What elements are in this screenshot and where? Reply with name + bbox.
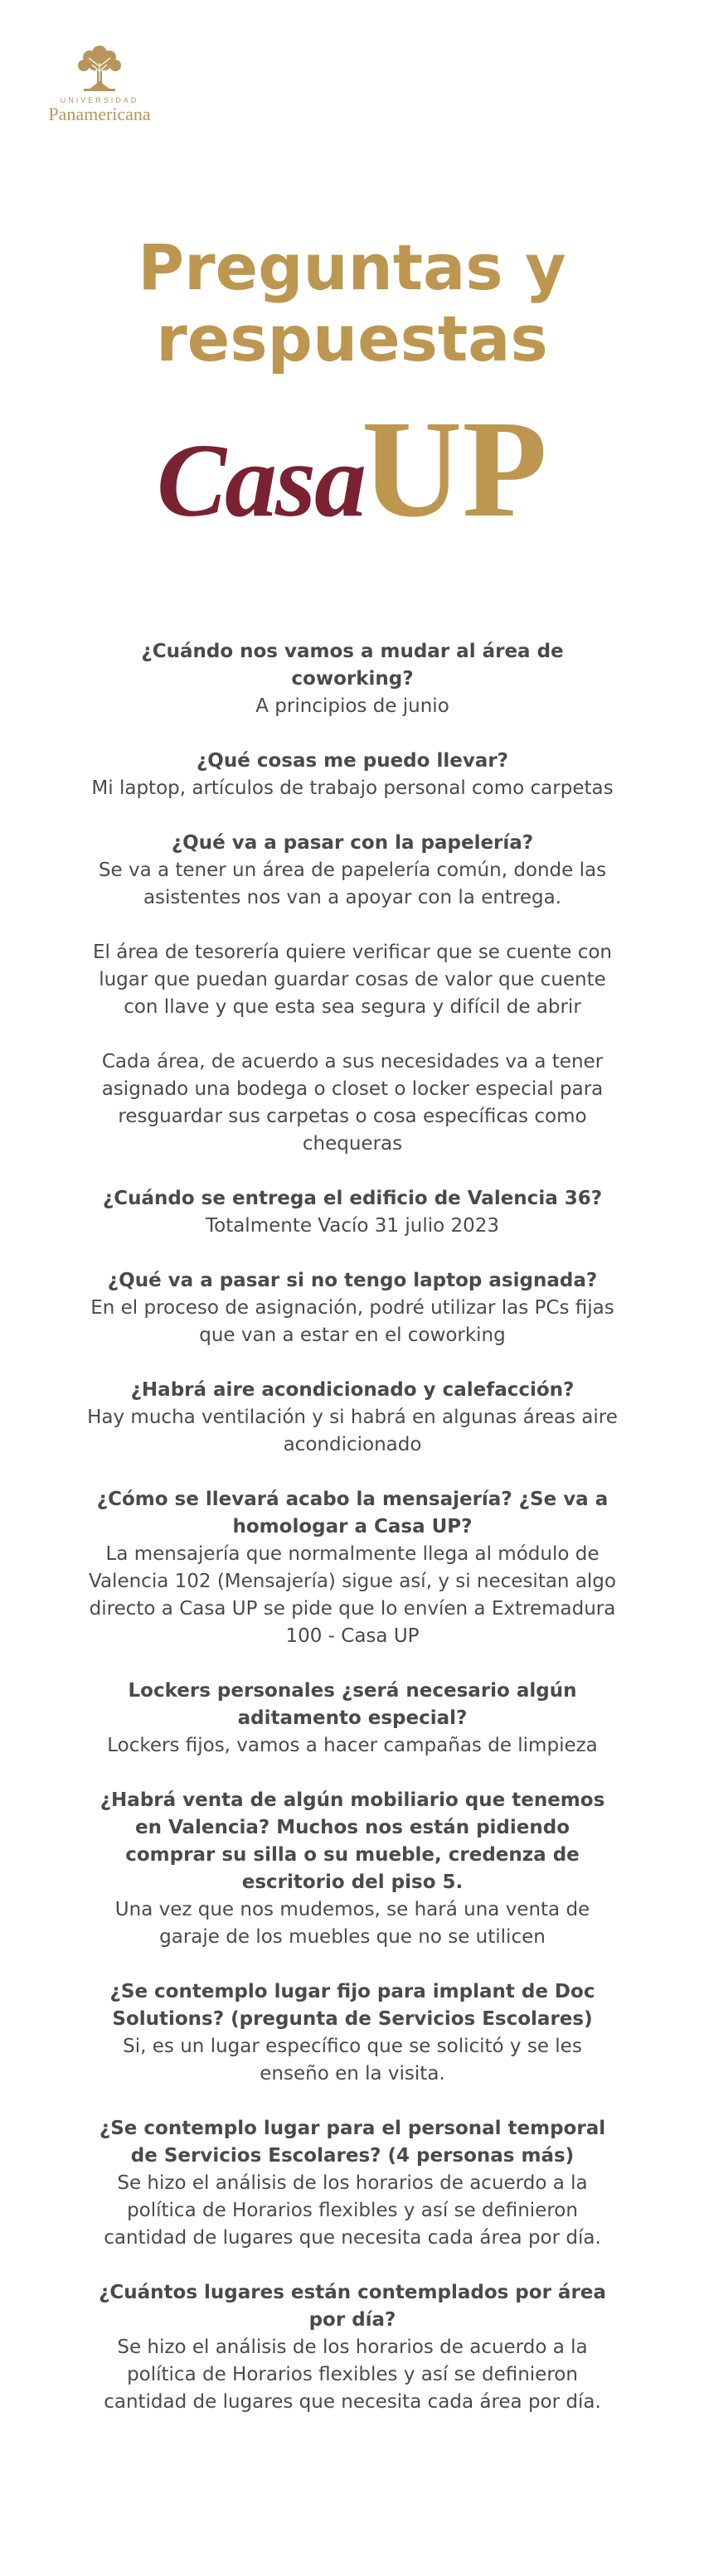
faq-answer: La mensajería que normalmente llega al módulo de Valencia 102 (Mensajería) sigue así, y si necesitan algo directo a Casa UP se pide que lo envíen a Extremadura 100 - Casa UP [89,1543,616,1647]
casa-up-brand [0,390,704,546]
faq-answer: Si, es un lugar específico que se solicitó y se les enseño en la visita. [123,2036,582,2085]
faq-answer: En el proceso de asignación, podré utilizar las PCs fijas que van a estar en el coworking [90,1297,614,1346]
faq-item [87,2279,618,2416]
faq-question: ¿Cuándo se entrega el edificio de Valencia 36? [102,1188,603,1209]
faq-answer: Se hizo el análisis de los horarios de acuerdo a la política de Horarios flexibles y así se definieron cantidad de lugares que necesita cada área por día. [104,2336,601,2413]
faq-item [87,1978,618,2088]
page-title [0,232,704,375]
faq-question: ¿Habrá aire acondicionado y calefacción? [130,1379,575,1401]
faq-item [87,1185,618,1240]
faq-item [87,1377,618,1459]
tree-icon [72,41,127,93]
faq-list [87,638,618,2443]
faq-question: ¿Cuántos lugares están contemplados por área por día? [99,2282,606,2331]
faq-question: ¿Cuándo nos vamos a mudar al área de coworking? [141,641,564,690]
faq-answer: Se hizo el análisis de los horarios de acuerdo a la política de Horarios flexibles y así se definieron cantidad de lugares que necesita cada área por día. [104,2172,601,2249]
faq-item [87,830,618,912]
faq-item [87,1486,618,1650]
faq-note: Cada área, de acuerdo a sus necesidades va a tener asignado una bodega o closet o locker especial para resguardar sus carpetas o cosa específicas como chequeras [101,1051,604,1155]
title-line-1: Preguntas y [138,230,566,304]
logo-name-text: Panamericana [48,104,151,124]
faq-answer: Mi laptop, artículos de trabajo personal como carpetas [91,777,614,799]
logo-univ-text: UNIVERSIDAD [60,96,139,104]
faq-item [87,1678,618,1760]
title-line-2: respuestas [156,302,548,375]
faq-item [87,1267,618,1349]
faq-answer: Una vez que nos mudemos, se hará una venta de garaje de los muebles que no se utilicen [114,1899,590,1948]
faq-answer: A principios de junio [255,695,449,717]
faq-item [87,2115,618,2252]
faq-question: ¿Cómo se llevará acabo la mensajería? ¿Se va a homologar a Casa UP? [96,1489,609,1537]
faq-question: ¿Se contemplo lugar para el personal temporal de Servicios Escolares? (4 personas más) [99,2118,606,2167]
faq-question: ¿Qué va a pasar con la papelería? [171,832,534,854]
faq-question: ¿Qué va a pasar si no tengo laptop asignada? [107,1270,598,1291]
faq-question: Lockers personales ¿será necesario algún aditamento especial? [128,1680,577,1729]
brand-up: UP [362,392,548,546]
faq-question: ¿Se contemplo lugar fijo para implant de Doc Solutions? (pregunta de Servicios Escolares) [109,1981,595,2030]
faq-item [87,638,618,720]
university-logo [25,41,174,124]
faq-item [87,748,618,802]
faq-note: El área de tesorería quiere verificar que se cuente con lugar que puedan guardar cosas de valor que cuente con llave y que esta sea segura y difícil de abrir [92,942,612,1018]
faq-answer: Se va a tener un área de papelería común, donde las asistentes nos van a apoyar con la entrega. [98,859,607,908]
faq-answer: Totalmente Vacío 31 julio 2023 [205,1215,500,1237]
faq-question: ¿Habrá venta de algún mobiliario que tenemos en Valencia? Muchos nos están pidiendo comprar su silla o su mueble, credenza de escritorio del piso 5. [100,1789,605,1893]
faq-answer: Hay mucha ventilación y si habrá en algunas áreas aire acondicionado [87,1407,618,1455]
faq-question: ¿Qué cosas me puedo llevar? [196,750,509,772]
brand-casa: Casa [156,424,366,539]
faq-answer: Lockers fijos, vamos a hacer campañas de limpieza [107,1735,598,1756]
faq-item [87,1787,618,1951]
